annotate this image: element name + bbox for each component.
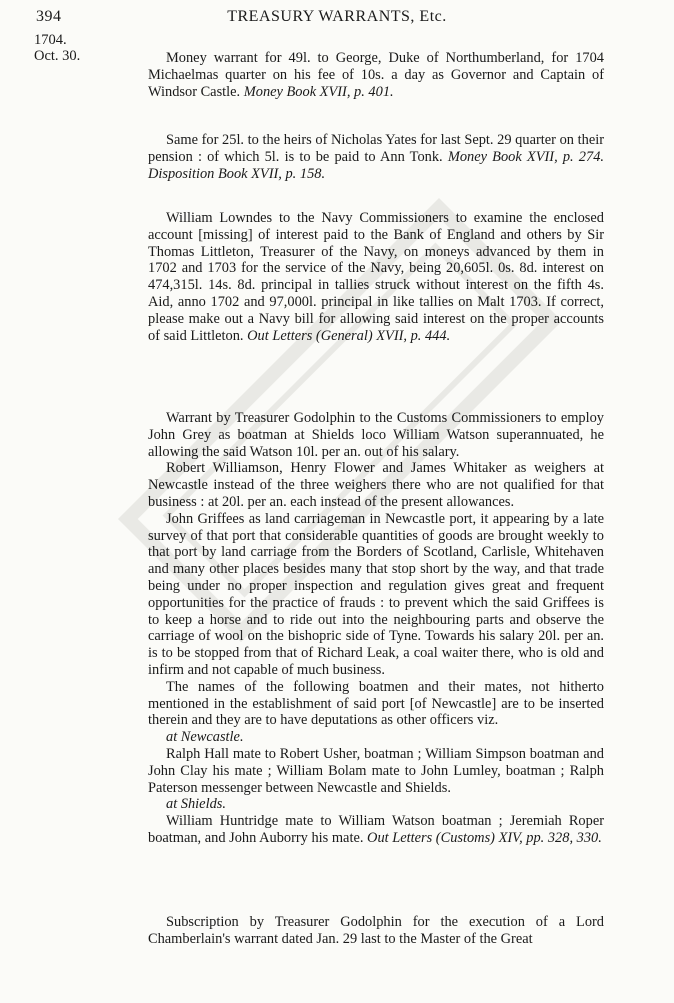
entry-text (148, 50, 604, 100)
entry-reference: Out Letters (General) XVII, p. 444. (247, 327, 451, 344)
paragraph-shields-names (148, 813, 604, 847)
paragraph-newcastle-names: Ralph Hall mate to Robert Usher, boatman ; William Simpson boatman and John Clay his mate ; William Bolam mate to John Lumley, boatman ; Ralph Paterson messenger between Newcastle and Shields. (148, 745, 604, 796)
entry-text: Subscription by Treasurer Godolphin for the execution of a Lord Chamberlain's warrant dated Jan. 29 last to the Master of the Great (148, 914, 604, 947)
paragraph-boatmen-list: The names of the following boatmen and their mates, not hitherto mentioned in the establishment of said port [of Newcastle] are to be inserted therein and they are to have deputations as other officers viz. (148, 678, 604, 729)
entry-customs-warrant (148, 410, 604, 847)
entry-text (148, 132, 604, 182)
subheading-shields: at Shields. (166, 796, 226, 813)
entry-navy-letter (148, 210, 604, 344)
entry-pension-warrant (148, 132, 604, 182)
margin-year: 1704. (34, 32, 67, 48)
entry-body: Same for 25l. to the heirs of Nicholas Yates for last Sept. 29 quarter on their pension : of which 5l. is to be paid to Ann Tonk. (148, 132, 604, 165)
entry-reference: Out Letters (Customs) XIV, pp. 328, 330. (367, 829, 602, 846)
entry-reference: Money Book XVII, p. 274. Disposition Book XVII, p. 158. (148, 148, 604, 182)
running-title: TREASURY WARRANTS, Etc. (227, 8, 447, 25)
paragraph-boatman: Warrant by Treasurer Godolphin to the Customs Commissioners to employ John Grey as boatman at Shields loco William Watson superannuated, he allowing the said Watson 10l. per an. out of his salary. (148, 410, 604, 460)
entry-body: William Huntridge mate to William Watson boatman ; Jeremiah Roper boatman, and John Auborry his mate. (148, 813, 604, 846)
entry-subscription (148, 914, 604, 948)
entry-money-warrant (148, 50, 604, 100)
entry-body: William Lowndes to the Navy Commissioners to examine the enclosed account [missing] of interest paid to the Bank of England and others by Sir Thomas Littleton, Treasurer of the Navy, on moneys advanced by them in 1702 and 1703 for the service of the Navy, being 20,605l. 0s. 8d. interest on 474,315l. 14s. 8d. principal in tallies struck without interest on the fifth 4s. Aid, anno 1702 and 97,000l. principal in like tallies on Malt 1703. If correct, please make out a Navy bill for allowing said interest on the proper accounts of said Littleton. (148, 210, 604, 344)
paragraph-weighers: Robert Williamson, Henry Flower and James Whitaker as weighers at Newcastle instead of the three weighers there who are not qualified for that business : at 20l. per an. each instead of the present allowances. (148, 460, 604, 510)
page-header (22, 6, 652, 32)
entry-text (148, 210, 604, 344)
page-number: 394 (36, 8, 62, 25)
paragraph-carriageman: John Griffees as land carriageman in Newcastle port, it appearing by a late survey of that port that considerable quantities of goods are brought weekly to that port by land carriage from the Borders of Scotland, Carlisle, Whitehaven and many other places besides many that stop short by the way, and that trade being under no proper inspection and regulation gives great and frequent opportunities for the practice of frauds : to prevent which the said Griffees is to keep a horse and to ride out into the neighbouring parts and observe the carriage of wool on the bishopric side of Tyne. Towards his salary 20l. per an. is to be stopped from that of Richard Leak, a coal waiter there, who is old and infirm and not capable of much business. (148, 510, 604, 678)
entry-reference: Money Book XVII, p. 401. (243, 83, 394, 100)
subheading-newcastle: at Newcastle. (166, 729, 244, 746)
margin-date: Oct. 30. (34, 48, 81, 64)
entry-body: Money warrant for 49l. to George, Duke of Northumberland, for 1704 Michaelmas quarter on his fee of 10s. a day as Governor and Captain of Windsor Castle. (148, 50, 604, 100)
